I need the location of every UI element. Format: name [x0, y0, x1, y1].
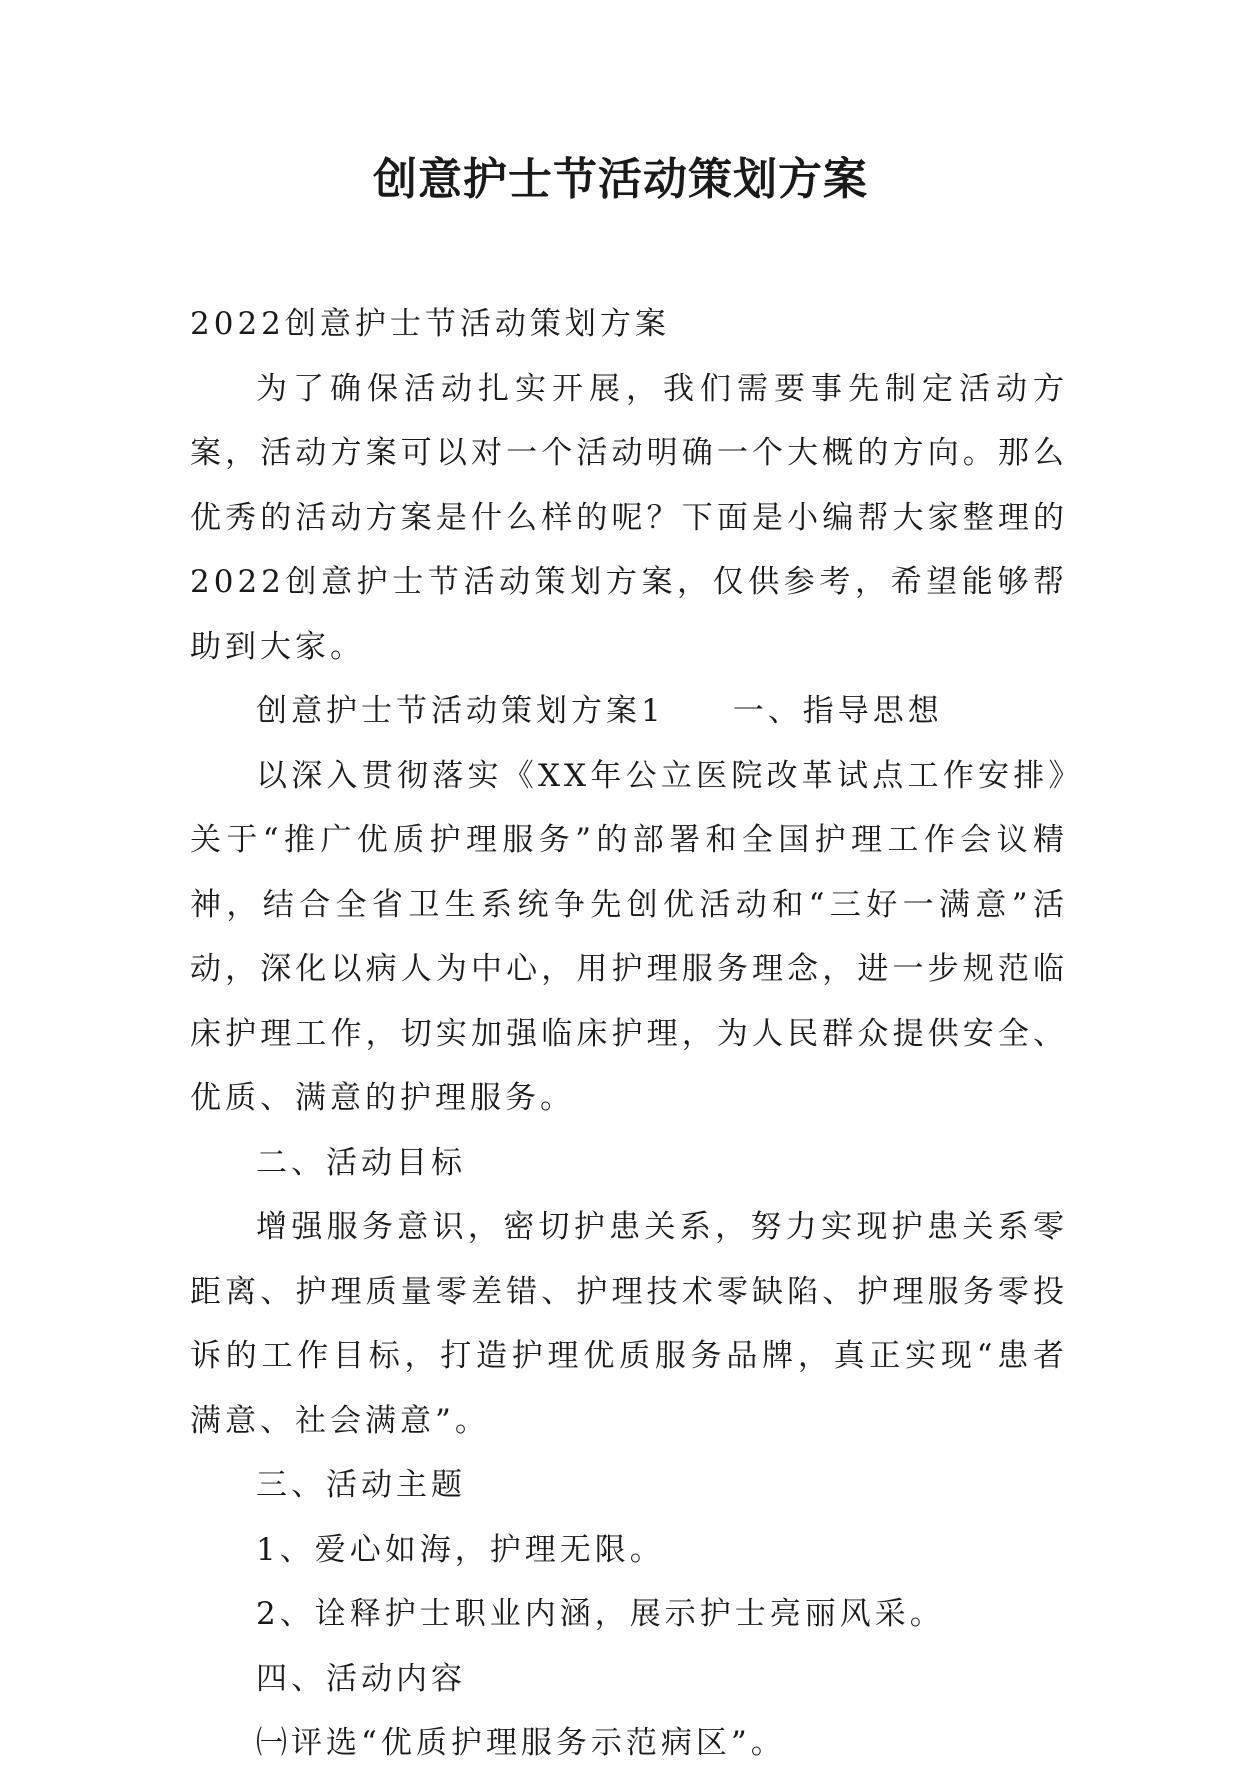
- section1-body: 以深入贯彻落实《XX年公立医院改革试点工作安排》关于“推广优质护理服务”的部署和全国护理工作会议精神，结合全省卫生系统争先创优活动和“三好一满意”活动，深化以病人为中心，用护理服务理念，进一步规范临床护理工作，切实加强临床护理，为人民群众提供安全、优质、满意的护理服务。: [190, 757, 1068, 1116]
- section3-heading: 三、活动主题: [256, 1467, 466, 1503]
- content-item-1: ㈠评选“优质护理服务示范病区”。: [256, 1725, 786, 1761]
- section2-heading: 二、活动目标: [256, 1144, 466, 1181]
- intro-paragraph: 为了确保活动扎实开展，我们需要事先制定活动方案，活动方案可以对一个活动明确一个大概的方向。那么优秀的活动方案是什么样的呢？下面是小编帮大家整理的2022创意护士节活动策划方案，仅供参考，希望能够帮助到大家。: [190, 370, 1068, 665]
- plan-heading: 创意护士节活动策划方案1: [256, 693, 665, 729]
- theme-item-1: 1、爱心如海，护理无限。: [256, 1531, 665, 1568]
- document-title: 创意护士节活动策划方案: [373, 154, 868, 205]
- document-subtitle: 2022创意护士节活动策划方案: [190, 306, 670, 342]
- section2-body: 增强服务意识，密切护患关系，努力实现护患关系零距离、护理质量零差错、护理技术零缺陷、护理服务零投诉的工作目标，打造护理优质服务品牌，真正实现“患者满意、社会满意”。: [190, 1209, 1068, 1439]
- document-body: [190, 292, 1068, 1776]
- section1-heading: 一、指导思想: [732, 693, 943, 729]
- section4-heading: 四、活动内容: [256, 1660, 466, 1697]
- plan-heading-line: [190, 679, 1068, 744]
- theme-item-2: 2、诠释护士职业内涵，展示护士亮丽风采。: [256, 1596, 945, 1632]
